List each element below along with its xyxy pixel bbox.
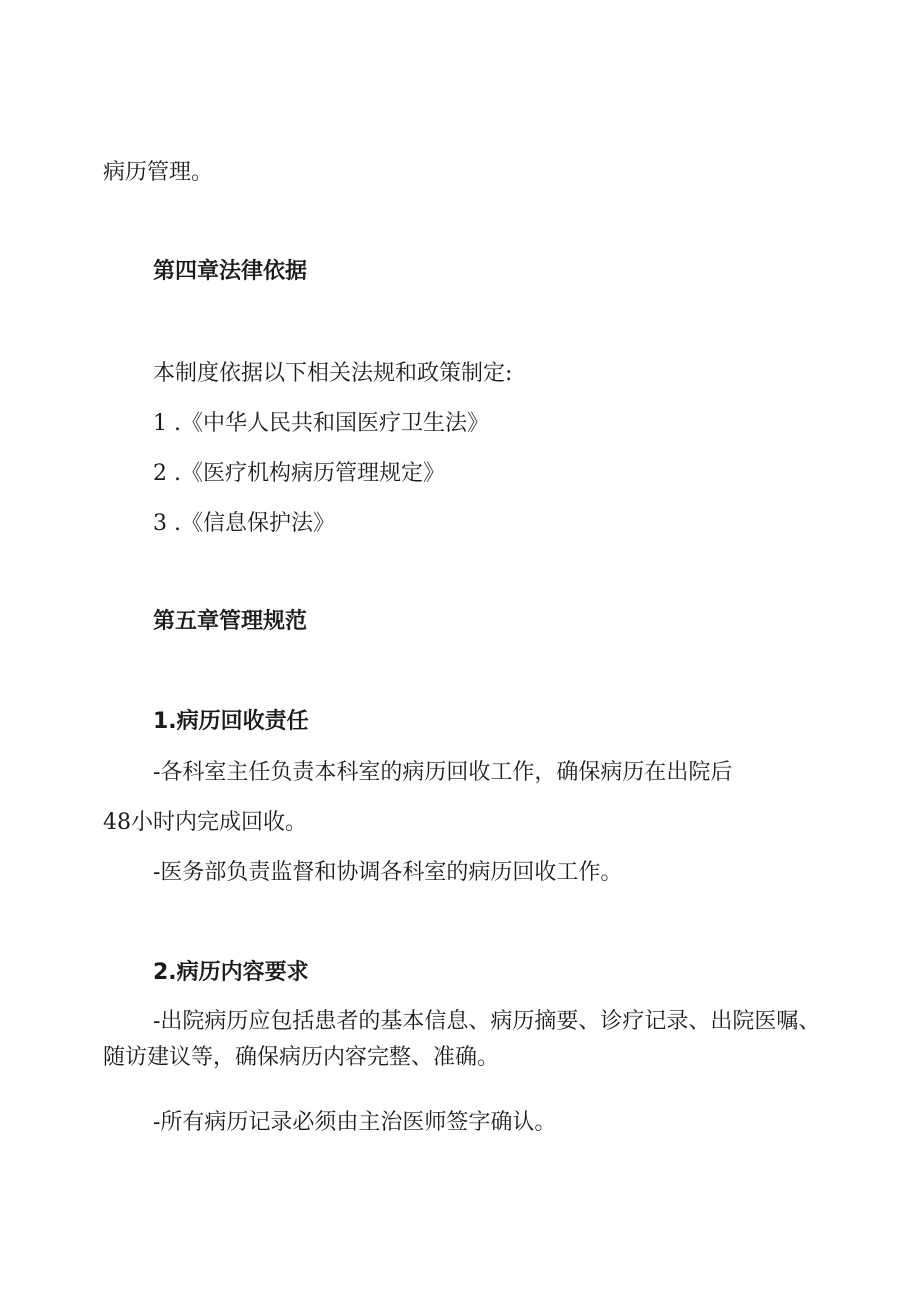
section-1-heading: 1.病历回收责任 (153, 709, 309, 734)
law-item-2: 2 .《医疗机构病历管理规定》 (153, 461, 445, 486)
law-item-1: 1 .《中华人民共和国医疗卫生法》 (153, 411, 489, 436)
section-1-item-2: -医务部负责监督和协调各科室的病历回收工作。 (153, 860, 623, 885)
law-item-3: 3 .《信息保护法》 (153, 511, 335, 536)
section-2-heading: 2.病历内容要求 (153, 960, 309, 985)
section-1-item-1: -各科室主任负责本科室的病历回收工作，确保病历在出院后 (153, 760, 733, 785)
section-2-item-2: -所有病历记录必须由主治医师签字确认。 (153, 1110, 557, 1135)
continuation-text: 病历管理。 (103, 160, 214, 185)
chapter-5-title: 第五章管理规范 (153, 609, 308, 634)
section-1-item-1-cont: 48小时内完成回收。 (103, 810, 307, 835)
section-2-item-1: -出院病历应包括患者的基本信息、病历摘要、诊疗记录、出院医嘱、随访建议等，确保病历内容完整、准确。 (103, 1009, 821, 1070)
chapter-4-title: 第四章法律依据 (153, 259, 308, 284)
chapter-4-intro: 本制度依据以下相关法规和政策制定: (153, 361, 513, 386)
